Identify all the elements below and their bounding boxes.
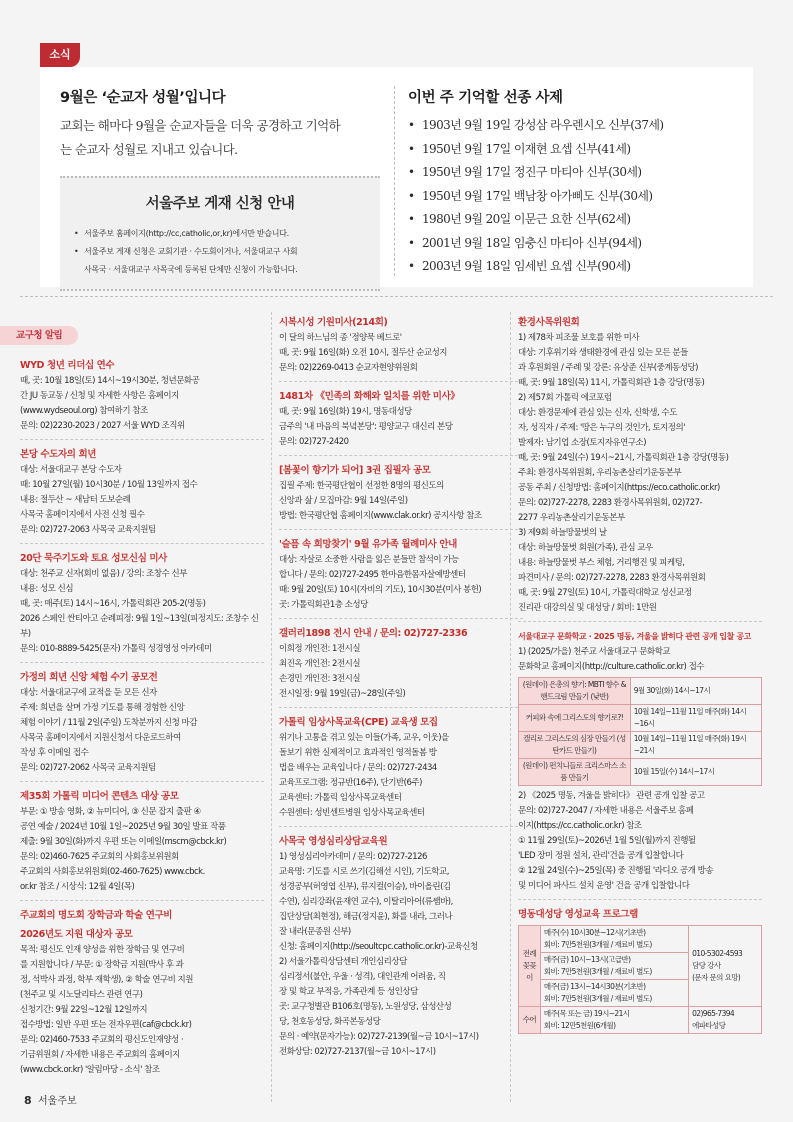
article-line: 체험 이야기 / 11월 2일(주일) 도착분까지 신청 마감 — [20, 718, 197, 728]
article-line: 신청기간: 9월 22일~12월 12일까지 — [20, 1005, 148, 1015]
article-line: 최진옥 개인전: 2전시실 — [279, 659, 361, 669]
article-line: 이희정 개인전: 1전시실 — [279, 644, 361, 654]
article-line: 대상: 서울대교구에 교적을 둔 모든 신자 — [20, 688, 157, 698]
table-cell: 캘리로 그리스도의 심장 만들기 (성탄카드 만들기) — [519, 732, 631, 759]
article-line: 당, 천호동성당, 화곡본동성당 — [279, 1017, 381, 1027]
article-line: 문의: 02)2230-2023 / 2027 서울 WYD 조직위 — [20, 421, 185, 431]
apply-guide-box — [60, 176, 380, 291]
article-line: 내용: 성모 신심 — [20, 584, 74, 594]
article-title: WYD 청년 리더십 연수 — [20, 360, 115, 371]
article-line: 자, 성직자 / 주제: '땅은 누구의 것인가, 토지정의' — [518, 423, 686, 433]
article-line: 작성 후 이메일 접수 — [20, 748, 89, 758]
article-line: 전시일정: 9월 19일(금)~28일(주일) — [279, 689, 406, 699]
article-line: 때, 곳: 9월 27일(토) 10시, 가톨릭대학교 성신교정 — [518, 588, 692, 598]
deceased-priests-list — [408, 114, 748, 279]
article-line: 대상: 기후위기와 생태환경에 관심 있는 모든 분들 — [518, 348, 688, 358]
program-group: 수어 — [519, 1007, 541, 1034]
table-row — [519, 759, 762, 786]
divider — [518, 899, 762, 900]
article-line: 돌보기 위한 실제적이고 효과적인 영적돌봄 방 — [279, 748, 437, 758]
article-line: 문의: 02)2269-0413 순교자현양위원회 — [279, 363, 418, 373]
deceased-priest-item: • 1980년 9월 20일 이문근 요한 신부(62세) — [408, 208, 748, 232]
article-line: 발제자: 남기업 소장(토지자유연구소) — [518, 438, 647, 448]
article-line: 집단상담(최현정), 해금(정지윤), 화를 내라, 그러나 — [279, 912, 453, 922]
article-line: 곳: 교구청별관 B106호(명동), 노원성당, 삼성산성 — [279, 1002, 452, 1012]
divider — [279, 455, 523, 456]
table-cell: 9월 30일(화) 14시~17시 — [630, 678, 761, 705]
column-divider — [510, 312, 511, 1102]
divider — [518, 621, 762, 622]
article-line: 문의: 02)727-2047 / 자세한 내용은 서울주보 홈페 — [518, 806, 694, 816]
section-tag: 소식 — [40, 43, 80, 67]
article-line: 대상: 환경문제에 관심 있는 신자, 신학생, 수도 — [518, 408, 677, 418]
article-line: (www.wydseoul.org) 참여하기 참조 — [20, 406, 148, 416]
article-line: 대상: 하늘땅물벗 회원(가족), 관심 교우 — [518, 543, 653, 553]
table-cell: (원데이) 펀치니들로 크리스마스 소품 만들기 — [519, 759, 631, 786]
deceased-priest-item: • 1950년 9월 17일 이재현 요셉 신부(41세) — [408, 138, 748, 162]
article-line: 위기나 고통을 겪고 있는 이들(가족, 교우, 이웃)을 — [279, 733, 449, 743]
program-schedule — [540, 980, 688, 1007]
article-line: 목적: 평신도 인재 양성을 위한 장학금 및 연구비 — [20, 945, 185, 955]
program-schedule — [540, 926, 688, 953]
article-title: 20단 묵주기도와 토요 성모신심 미사 — [20, 553, 167, 564]
article-line: ② 12월 24일(수)~25일(목) 중 진행될 '라디오 공개 방송 — [518, 866, 714, 876]
article-line: 장 및 학교 부적응, 가족관계 등 성인상담 — [279, 987, 418, 997]
divider — [279, 381, 523, 382]
article-line: 2) 《2025 명동, 겨울을 밝히다》 관련 공개 입찰 공고 — [518, 791, 705, 801]
article-line: 문의: 02)460-7625 주교회의 사회홍보위원회 — [20, 852, 179, 862]
article-line: 'LED 장미 정원 설치, 관리'건을 공개 입찰합니다 — [518, 851, 684, 861]
table-cell: 10월 15일(수) 14시~17시 — [630, 759, 761, 786]
article-line: 심리정서(불안, 우울 · 성격), 대인관계 어려움, 직 — [279, 972, 446, 982]
section-divider — [20, 296, 773, 297]
article-line: 수원센터: 성빈센트병원 임상사목교육센터 — [279, 808, 425, 818]
program-schedule — [540, 1007, 688, 1034]
article-line: 주제: 희년을 살며 가정 기도를 통해 경험한 신앙 — [20, 703, 185, 713]
env-title: 환경사목위원회 — [518, 317, 580, 328]
program-fee: 회비: 7만5천원(3개월 / 재료비 별도) — [543, 940, 652, 949]
article-line: 2026 스페인 싼티아고 순례피정: 9월 1일~13일(피정지도: 조창수 신부) — [20, 614, 259, 639]
deceased-priests-title: 이번 주 기억할 선종 사제 — [408, 90, 563, 106]
article-title: 주교회의 명도회 장학금과 학술 연구비 — [20, 910, 173, 921]
myeongdong-title: 명동대성당 영성교육 프로그램 — [518, 909, 638, 920]
article-line: 손경민 개인전: 3전시실 — [279, 674, 361, 684]
article-line: 정, 석박사 과정, 학부 재학생), ② 학술 연구비 지원 — [20, 975, 193, 985]
deceased-priest-item: • 1950년 9월 17일 정진구 마티아 신부(30세) — [408, 161, 748, 185]
article-line: 부문: ① 방송 영화, ② 뉴미디어, ③ 신문 잡지 출판 ④ — [20, 807, 201, 817]
divider — [279, 707, 523, 708]
article-line: 3) 제9회 하늘땅물벗의 날 — [518, 528, 607, 538]
article-line: 대상: 자살로 소중한 사람을 잃은 분들만 참석이 가능 — [279, 555, 459, 565]
article-line: 때, 곳: 매주(토) 14시~16시, 가톨릭회관 205-2(명동) — [20, 599, 206, 609]
column-divider — [271, 312, 272, 1102]
article-title: [봄꽃이 향기가 되어] 3권 집필자 공모 — [279, 465, 431, 476]
program-time: 매주(금) 10시~13시(고급반) — [543, 955, 631, 964]
program-contact — [689, 926, 762, 1007]
article-line: 및 미디어 파사드 설치 운영' 건을 공개 입찰합니다 — [518, 881, 690, 891]
article-line: 합니다 / 문의: 02)727-2495 한마음한몸자살예방센터 — [279, 570, 466, 580]
article-line: 과 후원회원 / 주례 및 강론: 유상준 신부(중계동성당) — [518, 363, 698, 373]
program-time: 매주(수) 10시30분~12시(기초반) — [543, 928, 646, 937]
table-cell: 10월 14일~11월 11일 매주(화) 19시~21시 — [630, 732, 761, 759]
divider — [20, 900, 264, 901]
article-line: 문의: 02)727-2062 사목국 교육지원팀 — [20, 763, 156, 773]
contact-line: 에파타성당 — [692, 1021, 726, 1030]
table-cell: (원데이) 은총의 향기: MBTI 향수 & 핸드크림 만들기 (낮반) — [519, 678, 631, 705]
deceased-priest-item: • 1903년 9월 19일 강성삼 라우렌시오 신부(37세) — [408, 114, 748, 138]
program-schedule — [540, 953, 688, 980]
divider — [20, 439, 264, 440]
article-line: 기금위원회 / 자세한 내용은 주교회의 홈페이지 — [20, 1050, 180, 1060]
article-line: (www.cbck.or.kr) '알림마당 - 소식' 참조 — [20, 1065, 160, 1075]
article-title: 본당 수도자의 희년 — [20, 449, 97, 460]
column-2-articles — [279, 314, 523, 1060]
table-cell: 10월 14일~11월 11일 매주(화) 14시~16시 — [630, 705, 761, 732]
article-line: 때, 곳: 10월 18일(토) 14시~19시30분, 청년문화공 — [20, 376, 200, 386]
article-title: 갤러리1898 전시 안내 / 문의: 02)727-2336 — [279, 628, 468, 639]
article-line: 때: 10월 27일(월) 10시30분 / 10월 13일까지 접수 — [20, 480, 198, 490]
article-title: 2026년도 지원 대상자 공모 — [20, 929, 133, 940]
article-title: 시복시성 기원미사(214회) — [279, 317, 388, 328]
article-line: 내용: 하늘땅물벗 부스 체험, 거리행진 및 피케팅, — [518, 558, 685, 568]
article-line: 교육센터: 가톨릭 임상사목교육센터 — [279, 793, 402, 803]
article-title: 가톨릭 임상사목교육(CPE) 교육생 모집 — [279, 717, 438, 728]
article-line: 법을 배우는 교육입니다 / 문의: 02)727-2434 — [279, 763, 437, 773]
program-time: 매주(금) 13시~14시30분(기초반) — [543, 982, 646, 991]
deceased-priest-item: • 2003년 9월 18일 임세빈 요셉 신부(90세) — [408, 255, 748, 279]
divider — [20, 543, 264, 544]
article-line: 2277 우리농촌살리기운동본부 — [518, 513, 625, 523]
column-1 — [16, 312, 264, 1078]
apply-guide-title: 서울주보 게재 신청 안내 — [145, 196, 295, 212]
article-line: 제출: 9월 30일(화)까지 우편 또는 이메일(mscm@cbck.kr) — [20, 837, 227, 847]
article-line: 사목국 홈페이지에서 사전 신청 필수 — [20, 510, 145, 520]
article-line: 문의: 02)727-2063 사목국 교육지원팀 — [20, 525, 156, 535]
program-group: 전례 꽃꽂이 — [519, 926, 541, 1007]
article-line: 진리관 대강의실 및 대성당 / 회비: 1만원 — [518, 603, 657, 613]
apply-guide-item-cont: 사목국 · 서울대교구 사목국에 등록된 단체만 신청이 가능합니다. — [84, 265, 298, 274]
contact-line: 010-5302-4593 — [692, 949, 743, 958]
article-title: 가정의 희년 신앙 체험 수기 공모전 — [20, 672, 158, 683]
article-line: 때, 곳: 9월 16일(화) 19시, 명동대성당 — [279, 407, 412, 417]
article-line: 이지(https://cc.catholic.or.kr) 참조 — [518, 821, 642, 831]
article-line: 수연), 심리강좌(윤재연 교수), 이탈리아어(류쌤바), — [279, 897, 453, 907]
program-fee: 회비: 7만5천원(3개월 / 재료비 별도) — [543, 967, 652, 976]
article-line: 성경공부(허영엽 신부), 뮤지컬(이승), 바이올린(김 — [279, 882, 451, 892]
apply-guide-item: • 서울주보 게재 신청은 교회기관 · 수도회이거나, 서울대교구 사회 — [72, 243, 368, 261]
article-title: '슬픔 속 희망찾기' 9월 유가족 월례미사 안내 — [279, 539, 457, 550]
article-line: 주최: 환경사목위원회, 우리농촌살리기운동본부 — [518, 468, 682, 478]
lead-line: 는 순교자 성월로 지내고 있습니다. — [60, 142, 238, 157]
article-line: 문의: 02)460-7533 주교회의 평신도인재양성 · — [20, 1035, 184, 1045]
article-title: 사목국 영성심리상담교육원 — [279, 836, 388, 847]
article-line: 사목국 홈페이지에서 지원신청서 다운로드하여 — [20, 733, 181, 743]
martyrs-month-lead — [60, 114, 380, 162]
article-title: 제35회 가톨릭 미디어 콘텐츠 대상 공모 — [20, 791, 179, 802]
publication-name: 서울주보 — [38, 1096, 77, 1107]
divider — [279, 618, 523, 619]
article-line: or.kr 참조 / 시상식: 12월 4일(목) — [20, 882, 135, 892]
culture-title: 서울대교구 문화학교 · 2025 명동, 겨울을 밝히다 관련 공개 입찰 공고 — [518, 632, 751, 641]
table-row — [519, 705, 762, 732]
page-number: 8 — [24, 1094, 32, 1107]
page-footer — [24, 1092, 77, 1107]
culture-body-2 — [518, 789, 762, 894]
article-line: 금주의 '내 마음의 북녘본당': 평양교구 대신리 본당 — [279, 422, 453, 432]
table-row — [519, 1007, 762, 1034]
article-line: 주교회의 사회홍보위원회(02-460-7625) www.cbck. — [20, 867, 205, 877]
env-body — [518, 331, 762, 616]
article-line: 잘 내라(문종원 신부) — [279, 927, 351, 937]
article-line: 내용: 절두산 ~ 새남터 도보순례 — [20, 495, 131, 505]
article-line: 공연 예술 / 2024년 10월 1일~2025년 9월 30일 발표 작품 — [20, 822, 226, 832]
article-line: 방법: 한국평단협 홈페이지(www.clak.or.kr) 공지사항 참조 — [279, 511, 482, 521]
article-line: 교육프로그램: 정규반(16주), 단기반(6주) — [279, 778, 422, 788]
contact-line: 담당 강사 — [692, 961, 721, 970]
article-line: 대상: 서울대교구 본당 수도자 — [20, 465, 122, 475]
article-line: 대상: 천주교 신자(회비 없음) / 강의: 조창수 신부 — [20, 569, 187, 579]
article-line: 1) 제78차 피조물 보호를 위한 미사 — [518, 333, 640, 343]
table-row — [519, 926, 762, 953]
table-cell: 커피와 속에 그리스도의 향기로?! — [519, 705, 631, 732]
article-line: 2) 제57회 가톨릭 에코포럼 — [518, 393, 612, 403]
article-line: 전화상담: 02)727-2137(월~금 10시~17시) — [279, 1047, 436, 1057]
article-title: 1481차 《민족의 화해와 일치를 위한 미사》 — [279, 391, 460, 402]
article-line: 문화학교 홈페이지(http://culture.catholic.or.kr) 접수 — [518, 662, 705, 672]
contact-line: (문자 문의 요망) — [692, 973, 741, 982]
top-divider — [394, 86, 395, 276]
divider — [20, 662, 264, 663]
program-time: 매주(목 또는 금) 19시~21시 — [543, 1009, 630, 1018]
martyrs-month-title: 9월은 ‘순교자 성월’입니다 — [60, 90, 226, 106]
article-line: 공동 주최 / 신청방법: 홈페이지(https://eco.catholic.or.kr) — [518, 483, 720, 493]
contact-line: 02)965-7394 — [692, 1009, 735, 1018]
article-line: 집필 주제: 한국평단협이 선정한 8명의 평신도의 — [279, 481, 444, 491]
article-line: 신앙과 삶 / 모집마감: 9월 14일(주일) — [279, 496, 408, 506]
article-line: 문의: 02)727-2278, 2283 환경사목위원회, 02)727- — [518, 498, 703, 508]
article-line: 1) (2025/가을) 천주교 서울대교구 문화학교 — [518, 647, 671, 657]
diocese-notice-label: 교구청 알림 — [0, 326, 78, 345]
article-line: 간 JU 동교동 / 신청 및 자세한 사항은 홈페이지 — [20, 391, 179, 401]
article-line: 문의: 010-8889-5425(문자) 가톨릭 성경영성 아카데미 — [20, 644, 212, 654]
article-line: 문의: 02)727-2420 — [279, 437, 349, 447]
lead-line: 교회는 해마다 9월을 순교자들을 더욱 공경하고 기억하 — [60, 118, 341, 133]
culture-schedule-table — [518, 677, 762, 786]
article-line: 신청: 홈페이지(http://seoultcpc.catholic.or.kr)-교육신청 — [279, 942, 478, 952]
apply-guide-item: • 서울주보 홈페이지(http://cc,catholic,or,kr)에서만 받습니다. — [72, 225, 368, 243]
program-contact — [689, 1007, 762, 1034]
divider — [20, 781, 264, 782]
article-line: 이 달의 하느님의 종 '정양묵 베드로' — [279, 333, 402, 343]
martyrs-month-section — [60, 86, 380, 291]
article-line: 교육명: 기도를 시로 쓰기(김해선 시인), 기도학교, — [279, 867, 449, 877]
article-line: 문의 · 예약(문자가능): 02)727-2139(월~금 10시~17시) — [279, 1032, 479, 1042]
program-fee: 회비: 12만5천원(6개월) — [543, 1021, 616, 1030]
article-line: 접수방법: 일반 우편 또는 전자우편(caf@cbck.kr) — [20, 1020, 192, 1030]
culture-body-1 — [518, 645, 762, 675]
article-line: 를 지원합니다 / 부문: ① 장학금 지원(박사 후 과 — [20, 960, 184, 970]
article-line: 1) 영성심리아카데미 / 문의: 02)727-2126 — [279, 852, 427, 862]
article-line: 때, 곳: 9월 16일(화) 오전 10시, 절두산 순교성지 — [279, 348, 448, 358]
divider — [279, 529, 523, 530]
program-fee: 회비: 7만5천원(3개월 / 재료비 별도) — [543, 994, 652, 1003]
column-1-articles — [20, 357, 264, 1078]
article-line: 곳: 가톨릭회관1층 소성당 — [279, 600, 368, 610]
article-line: (천주교 및 시노달리타스 관련 연구) — [20, 990, 143, 1000]
deceased-priest-item: • 1950년 9월 17일 백남창 아가삐도 신부(30세) — [408, 185, 748, 209]
myeongdong-program-table — [518, 925, 762, 1034]
deceased-priests-section — [408, 86, 748, 279]
column-3 — [518, 312, 762, 1034]
divider — [279, 826, 523, 827]
table-row — [519, 732, 762, 759]
article-line: ① 11월 29일(토)~2026년 1월 5일(월)까지 진행될 — [518, 836, 696, 846]
article-line: 때: 9월 20일(토) 10시(자비의 기도), 10시30분(미사 봉헌) — [279, 585, 482, 595]
table-row — [519, 678, 762, 705]
article-line: 파견미사 / 문의: 02)727-2278, 2283 환경사목위원회 — [518, 573, 706, 583]
column-2 — [279, 312, 523, 1060]
deceased-priest-item: • 2001년 9월 18일 임충신 마티아 신부(94세) — [408, 232, 748, 256]
article-line: 때, 곳: 9월 18일(목) 11시, 가톨릭회관 1층 강당(명동) — [518, 378, 705, 388]
article-line: 2) 서울가톨릭상담센터 개인심리상담 — [279, 957, 407, 967]
article-line: 때, 곳: 9월 24일(수) 19시~21시, 가톨릭회관 1층 강당(명동) — [518, 453, 729, 463]
